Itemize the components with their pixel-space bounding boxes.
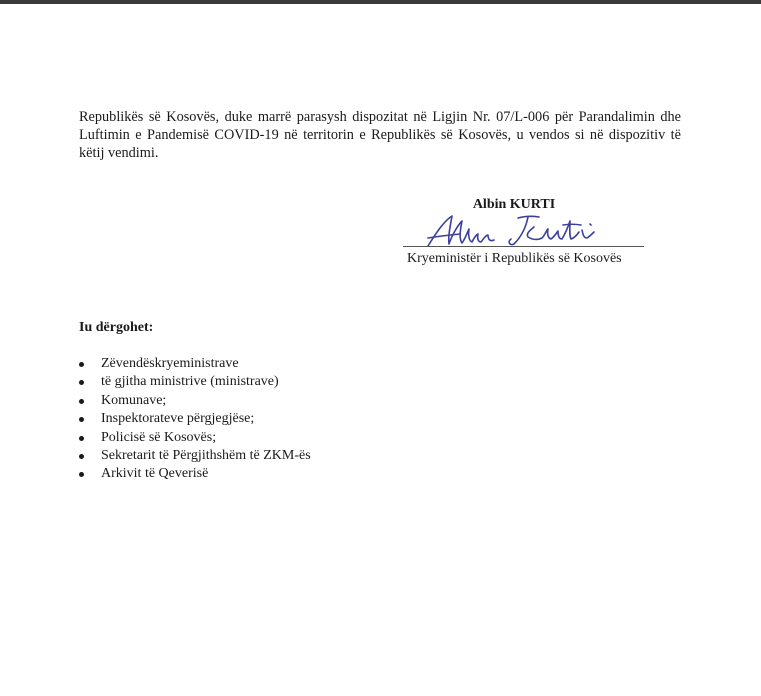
list-item bbox=[79, 392, 311, 410]
bullet-icon bbox=[79, 436, 84, 441]
body-paragraph: Republikës së Kosovës, duke marrë parasysh dispozitat në Ligjin Nr. 07/L-006 për Parandalimin dhe Luftimin e Pandemisë COVID-19 në territorin e Republikës së Kosovës, u vendos si në dispozitiv të këtij vendimi. bbox=[79, 109, 681, 161]
list-item bbox=[79, 429, 311, 447]
list-item bbox=[79, 355, 311, 373]
signature-block bbox=[400, 197, 646, 272]
recipients-heading: Iu dërgohet: bbox=[79, 320, 154, 335]
list-item-text: Arkivit të Qeverisë bbox=[101, 466, 209, 482]
list-item-text: Inspektorateve përgjegjëse; bbox=[101, 411, 255, 427]
handwritten-signature bbox=[422, 213, 632, 249]
signer-name: Albin KURTI bbox=[472, 197, 556, 212]
signer-title: Kryeministër i Republikës së Kosovës bbox=[407, 251, 622, 266]
bullet-icon bbox=[79, 399, 84, 404]
bullet-icon bbox=[79, 362, 84, 367]
bullet-icon bbox=[79, 380, 84, 385]
list-item-text: Sekretarit të Përgjithshëm të ZKM-ës bbox=[101, 447, 311, 463]
signature-line bbox=[403, 246, 644, 247]
recipients-list bbox=[79, 355, 311, 484]
bullet-icon bbox=[79, 454, 84, 459]
list-item bbox=[79, 465, 311, 483]
list-item bbox=[79, 410, 311, 428]
list-item-text: Policisë së Kosovës; bbox=[101, 429, 217, 445]
list-item bbox=[79, 373, 311, 391]
list-item bbox=[79, 447, 311, 465]
document-page bbox=[0, 4, 761, 696]
bullet-icon bbox=[79, 417, 84, 422]
list-item-text: Zëvendëskryeministrave bbox=[101, 356, 239, 371]
bullet-icon bbox=[79, 472, 84, 477]
list-item-text: Komunave; bbox=[101, 392, 167, 408]
list-item-text: të gjitha ministrive (ministrave) bbox=[101, 374, 279, 390]
